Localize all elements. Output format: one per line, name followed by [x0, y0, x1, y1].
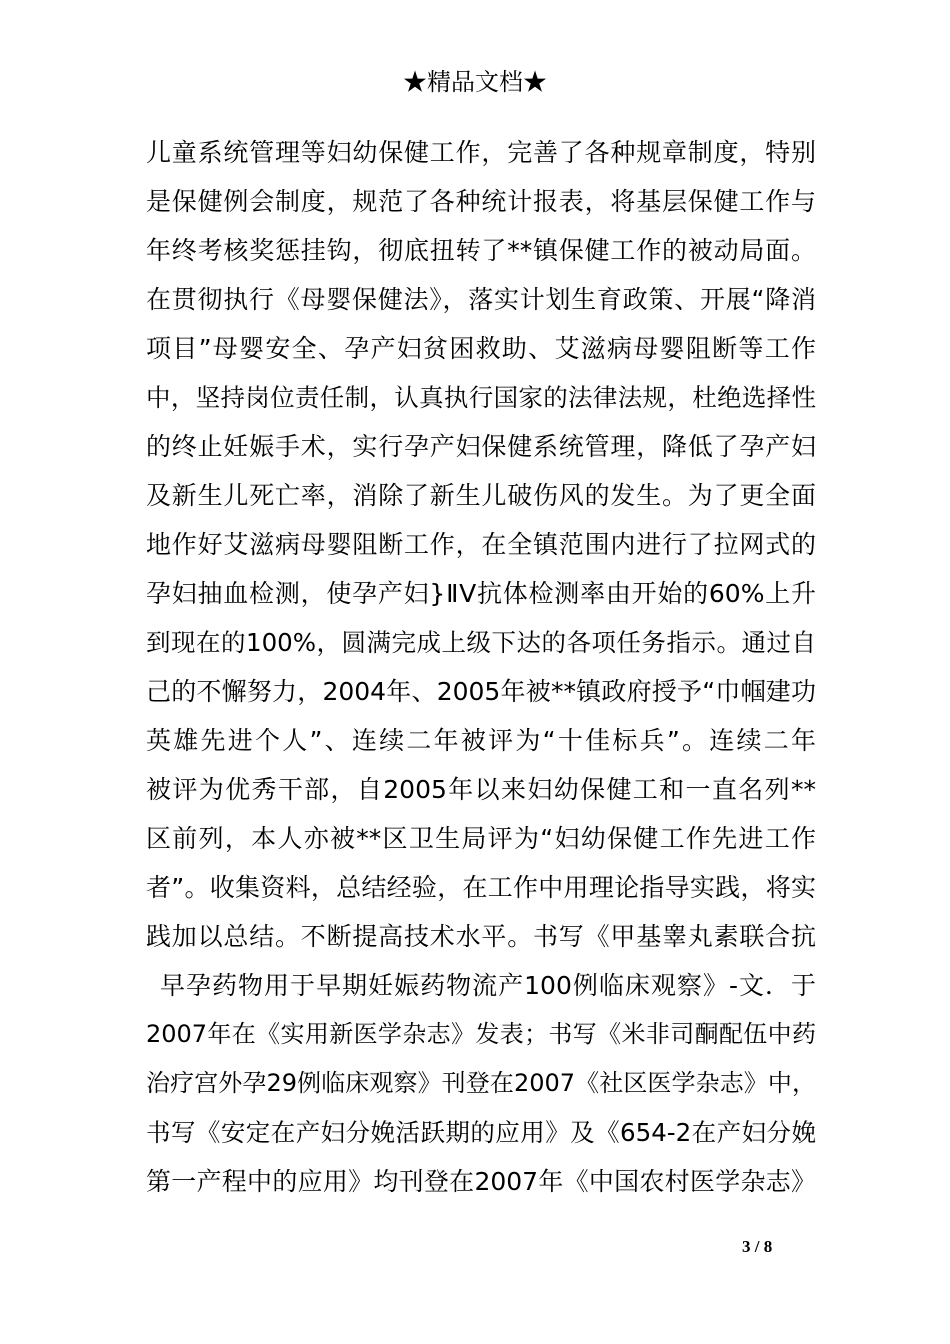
body-line-14: 被评为优秀干部，自2005年以来妇幼保健工和一直名列**: [146, 775, 816, 804]
body-line-16: 者”。收集资料，总结经验，在工作中用理论指导实践，将实: [146, 873, 816, 902]
body-line-2: 是保健例会制度，规范了各种统计报表，将基层保健工作与: [146, 187, 816, 216]
body-line-4: 在贯彻执行《母婴保健法》，落实计划生育政策、开展“降消: [146, 285, 816, 314]
body-line-20: 治疗宫外孕29例临床观察》刊登在2007《社区医学杂志》中，: [146, 1069, 816, 1097]
body-line-7: 的终止妊娠手术，实行孕产妇保健系统管理，降低了孕产妇: [146, 432, 816, 461]
body-line-21: 书写《安定在产妇分娩活跃期的应用》及《654-2在产妇分娩: [146, 1118, 816, 1147]
body-line-11: 到现在的100%，圆满完成上级下达的各项任务指示。通过自: [146, 628, 816, 657]
page-number: 3 / 8: [742, 1237, 773, 1256]
body-line-17: 践加以总结。不断提高技术水平。书写《甲基睾丸素联合抗: [146, 922, 816, 951]
body-line-19: 2007年在《实用新医学杂志》发表；书写《米非司酮配伍中药: [146, 1020, 816, 1048]
body-line-13: 英雄先进个人”、连续二年被评为“十佳标兵”。连续二年: [146, 726, 816, 755]
body-line-22: 第一产程中的应用》均刊登在2007年《中国农村医学杂志》: [146, 1167, 816, 1196]
body-line-15: 区前列，本人亦被**区卫生局评为“妇幼保健工作先进工作: [146, 824, 816, 853]
body-line-10: 孕妇抽血检测，使孕产妇}ⅡV抗体检测率由开始的60%上升: [146, 579, 816, 608]
body-line-18: 早孕药物用于早期妊娠药物流产100例临床观察》-文．于: [160, 971, 816, 1000]
body-line-5: 项目”母婴安全、孕产妇贫困救助、艾滋病母婴阻断等工作: [146, 334, 816, 363]
body-line-1: 儿童系统管理等妇幼保健工作，完善了各种规章制度，特别: [146, 138, 816, 167]
body-line-6: 中，坚持岗位责任制，认真执行国家的法律法规，杜绝选择性: [146, 383, 816, 412]
document-body: [146, 128, 816, 1206]
body-line-12: 己的不懈努力，2004年、2005年被**镇政府授予“巾帼建功: [146, 677, 816, 706]
document-header-title: ★精品文档★: [403, 68, 547, 96]
body-line-8: 及新生儿死亡率，消除了新生儿破伤风的发生。为了更全面: [146, 481, 816, 510]
body-line-3: 年终考核奖惩挂钩，彻底扭转了**镇保健工作的被动局面。: [146, 236, 816, 265]
body-line-9: 地作好艾滋病母婴阻断工作，在全镇范围内进行了拉网式的: [146, 530, 816, 559]
